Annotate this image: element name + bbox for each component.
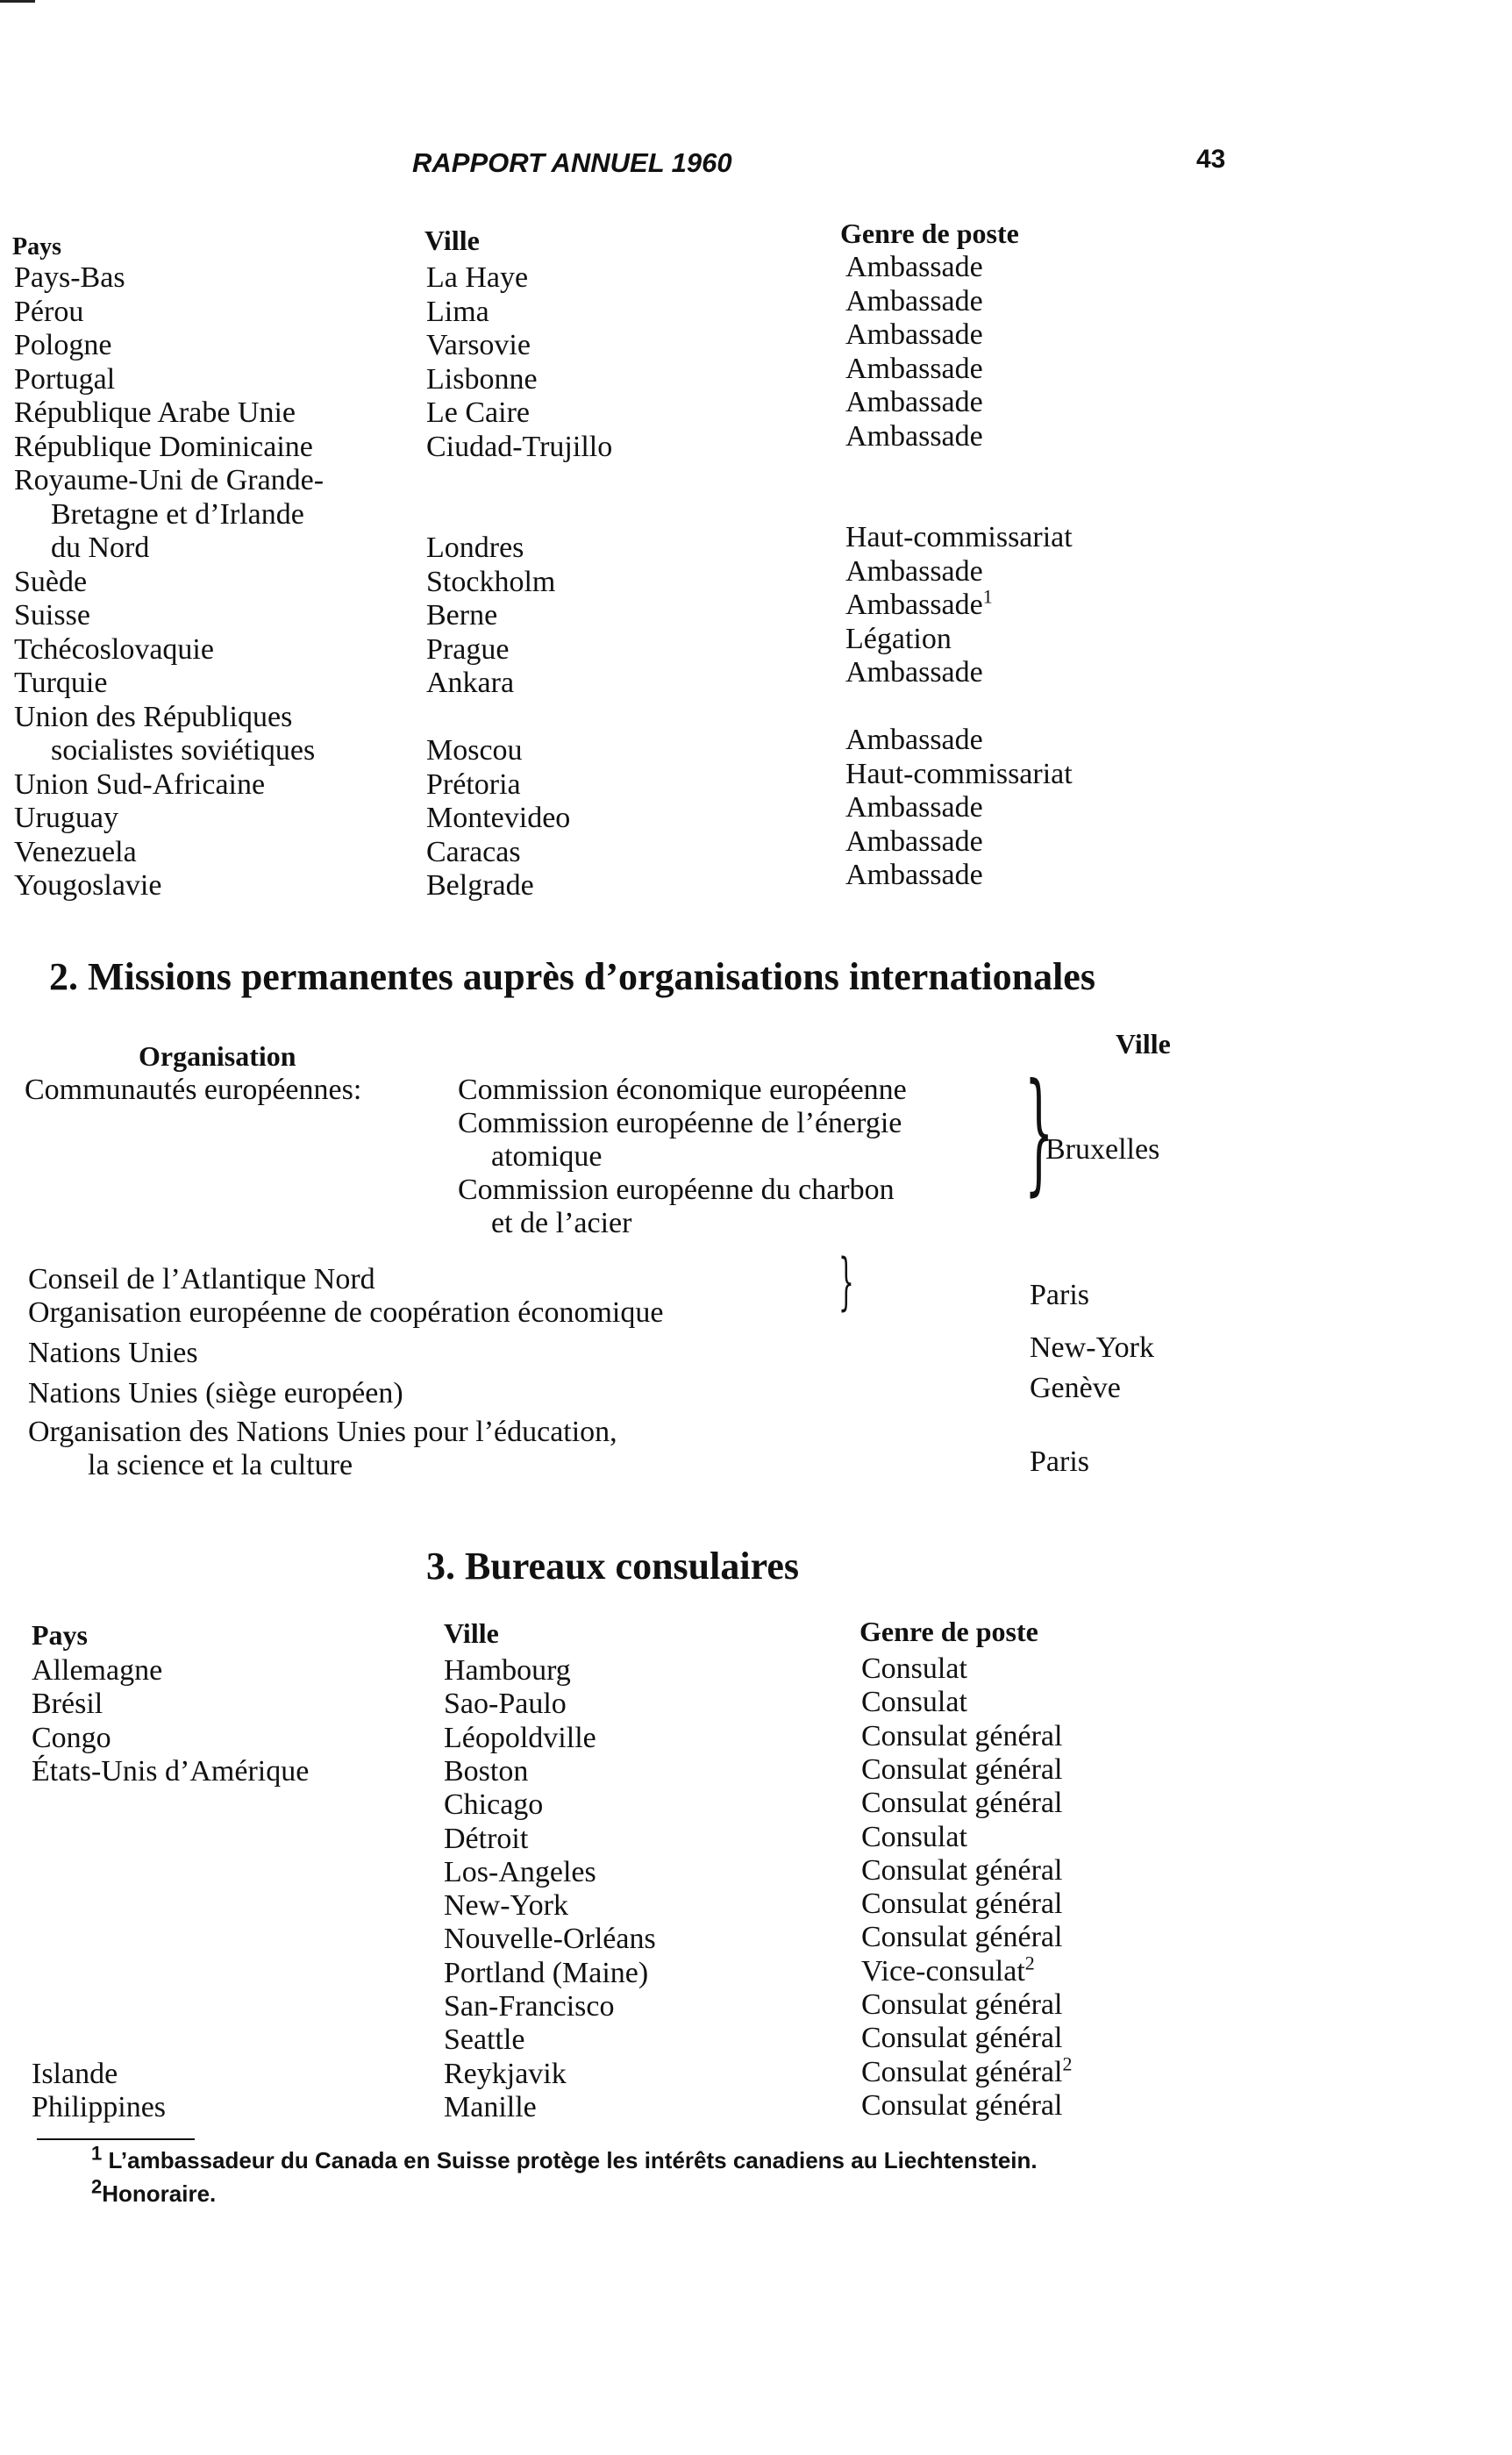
col-header-ville-2: Ville (1116, 1028, 1171, 1060)
communautes-item-2: Commission européenne de l’énergie (458, 1107, 902, 1139)
communautes-item-1: Commission économique européenne (458, 1074, 907, 1106)
row-pays: États-Unis d’Amérique (32, 1755, 310, 1788)
row-genre: Légation (845, 623, 952, 655)
row-ville: Manille (444, 2091, 537, 2123)
row-pays: Venezuela (14, 836, 137, 868)
row-genre: Ambassade (845, 555, 983, 588)
footnote-marker: 2 (1062, 2052, 1073, 2075)
row-genre: Haut-commissariat (845, 521, 1073, 553)
row-pays: Portugal (14, 363, 116, 396)
row-genre: Ambassade (845, 386, 983, 418)
row-genre: Ambassade (845, 724, 983, 756)
nu-geneve-ville: Genève (1030, 1372, 1121, 1404)
row-pays: Allemagne (32, 1654, 163, 1687)
nu-label: Nations Unies (28, 1337, 198, 1369)
unesco-line1: Organisation des Nations Unies pour l’éducation, (28, 1416, 617, 1448)
col-header-organisation: Organisation (139, 1040, 296, 1072)
row-pays: Royaume-Uni de Grande- (14, 464, 325, 496)
row-ville: Nouvelle-Orléans (444, 1923, 656, 1955)
row-ville: Moscou (426, 734, 523, 767)
row-ville: Belgrade (426, 869, 534, 902)
row-genre: Consulat général (861, 1753, 1063, 1786)
row-pays: République Arabe Unie (14, 396, 296, 429)
scan-edge-line (0, 0, 35, 3)
footnote-marker: 1 (982, 585, 993, 608)
row-genre: Consulat général (861, 2089, 1063, 2122)
communautes-label: Communautés européennes: (25, 1074, 362, 1106)
footnote-2: $^2$Honoraire. (91, 2175, 217, 2207)
row-ville: Chicago (444, 1788, 544, 1821)
row-ville: Seattle (444, 2023, 525, 2056)
row-ville: Boston (444, 1755, 529, 1788)
row-ville: Sao-Paulo (444, 1688, 567, 1720)
row-ville: New-York (444, 1889, 568, 1922)
row-pays: du Nord (51, 532, 150, 564)
brace-small: } (838, 1245, 854, 1317)
row-genre: Consulat général (861, 1854, 1063, 1887)
row-pays: Bretagne et d’Irlande (51, 498, 304, 531)
row-genre: Ambassade (845, 791, 983, 824)
row-genre: Consulat général (861, 1888, 1063, 1920)
row-ville: Reykjavik (444, 2058, 567, 2090)
row-genre: Consulat général (861, 2022, 1063, 2054)
row-ville: Lisbonne (426, 363, 538, 396)
row-ville: Berne (426, 599, 498, 632)
row-pays: Union Sud-Africaine (14, 768, 266, 801)
row-ville: Prague (426, 633, 510, 666)
row-pays: Suède (14, 566, 88, 598)
col-header-pays-3: Pays (32, 1619, 88, 1651)
row-genre: Ambassade (845, 285, 983, 318)
row-ville: Hambourg (444, 1654, 571, 1687)
row-ville: Détroit (444, 1823, 529, 1855)
row-genre: Consulat général (861, 1988, 1063, 2021)
row-pays: Pologne (14, 329, 112, 361)
communautes-item-5: et de l’acier (491, 1207, 632, 1239)
row-ville: Prétoria (426, 768, 521, 801)
row-genre: Ambassade (845, 859, 983, 891)
row-genre: Ambassade (845, 656, 983, 689)
communautes-item-4: Commission européenne du charbon (458, 1174, 895, 1206)
row-ville: Stockholm (426, 566, 556, 598)
nu-ville: New-York (1030, 1331, 1154, 1364)
row-ville: Caracas (426, 836, 521, 868)
row-genre: Consulat (861, 1821, 967, 1853)
row-ville: Léopoldville (444, 1722, 596, 1754)
row-genre: Consulat général (861, 1921, 1063, 1953)
row-genre: Ambassade (845, 825, 983, 858)
section3-title: 3. Bureaux consulaires (426, 1545, 799, 1588)
col-header-pays: Pays (12, 233, 61, 260)
row-ville: Londres (426, 532, 524, 564)
unesco-ville: Paris (1030, 1445, 1089, 1478)
row-pays: Tchécoslovaquie (14, 633, 214, 666)
footnote-1: $^1$ L’ambassadeur du Canada en Suisse protège les intérêts canadiens au Liechtenstein. (91, 2142, 1038, 2173)
row-pays: Turquie (14, 667, 108, 699)
row-genre: Consulat général$^2$ (861, 2052, 1073, 2088)
unesco-line2: la science et la culture (88, 1449, 353, 1481)
footnote-rule (37, 2138, 195, 2140)
row-pays: Congo (32, 1722, 111, 1754)
otan-oece-ville: Paris (1030, 1279, 1089, 1311)
row-genre: Consulat général (861, 1787, 1063, 1819)
col-header-genre: Genre de poste (840, 218, 1019, 249)
row-pays: Philippines (32, 2091, 167, 2123)
col-header-ville-3: Ville (444, 1617, 499, 1649)
row-pays: Islande (32, 2058, 118, 2090)
row-genre: Consulat (861, 1686, 967, 1718)
row-ville: Montevideo (426, 802, 571, 834)
communautes-item-3: atomique (491, 1140, 603, 1173)
oece-label: Organisation européenne de coopération économique (28, 1296, 664, 1329)
row-genre: Ambassade (845, 251, 983, 283)
row-pays: Suisse (14, 599, 90, 632)
brace-right: } (1024, 1056, 1054, 1209)
row-genre: Ambassade$^1$ (845, 585, 993, 621)
col-header-ville: Ville (424, 225, 480, 256)
row-ville: Los-Angeles (444, 1856, 596, 1888)
row-pays: Pérou (14, 296, 84, 328)
row-ville: Le Caire (426, 396, 530, 429)
row-genre: Ambassade (845, 318, 983, 351)
row-ville: La Haye (426, 261, 529, 294)
running-title: RAPPORT ANNUEL 1960 (412, 147, 732, 178)
row-ville: Varsovie (426, 329, 531, 361)
row-ville: Portland (Maine) (444, 1957, 649, 1989)
row-genre: Ambassade (845, 353, 983, 385)
col-header-genre-3: Genre de poste (859, 1616, 1038, 1647)
row-pays: Uruguay (14, 802, 118, 834)
row-genre: Consulat (861, 1652, 967, 1685)
row-ville: San-Francisco (444, 1990, 615, 2023)
row-pays: Union des Républiques (14, 701, 293, 733)
section2-title: 2. Missions permanentes auprès d’organisations internationales (49, 955, 1095, 998)
row-pays: République Dominicaine (14, 431, 313, 463)
row-pays: socialistes soviétiques (51, 734, 316, 767)
row-genre: Vice-consulat$^2$ (861, 1952, 1035, 1988)
row-genre: Ambassade (845, 420, 983, 453)
footnote-marker: 2 (1024, 1952, 1035, 1974)
communautes-ville: Bruxelles (1045, 1133, 1160, 1166)
row-pays: Yougoslavie (14, 869, 162, 902)
page-number: 43 (1196, 145, 1226, 174)
row-ville: Ankara (426, 667, 515, 699)
row-pays: Brésil (32, 1688, 103, 1720)
row-pays: Pays-Bas (14, 261, 125, 294)
row-genre: Consulat général (861, 1720, 1063, 1752)
row-ville: Lima (426, 296, 489, 328)
otan-label: Conseil de l’Atlantique Nord (28, 1263, 375, 1295)
row-genre: Haut-commissariat (845, 758, 1073, 790)
nu-geneve-label: Nations Unies (siège européen) (28, 1377, 403, 1409)
row-ville: Ciudad-Trujillo (426, 431, 613, 463)
